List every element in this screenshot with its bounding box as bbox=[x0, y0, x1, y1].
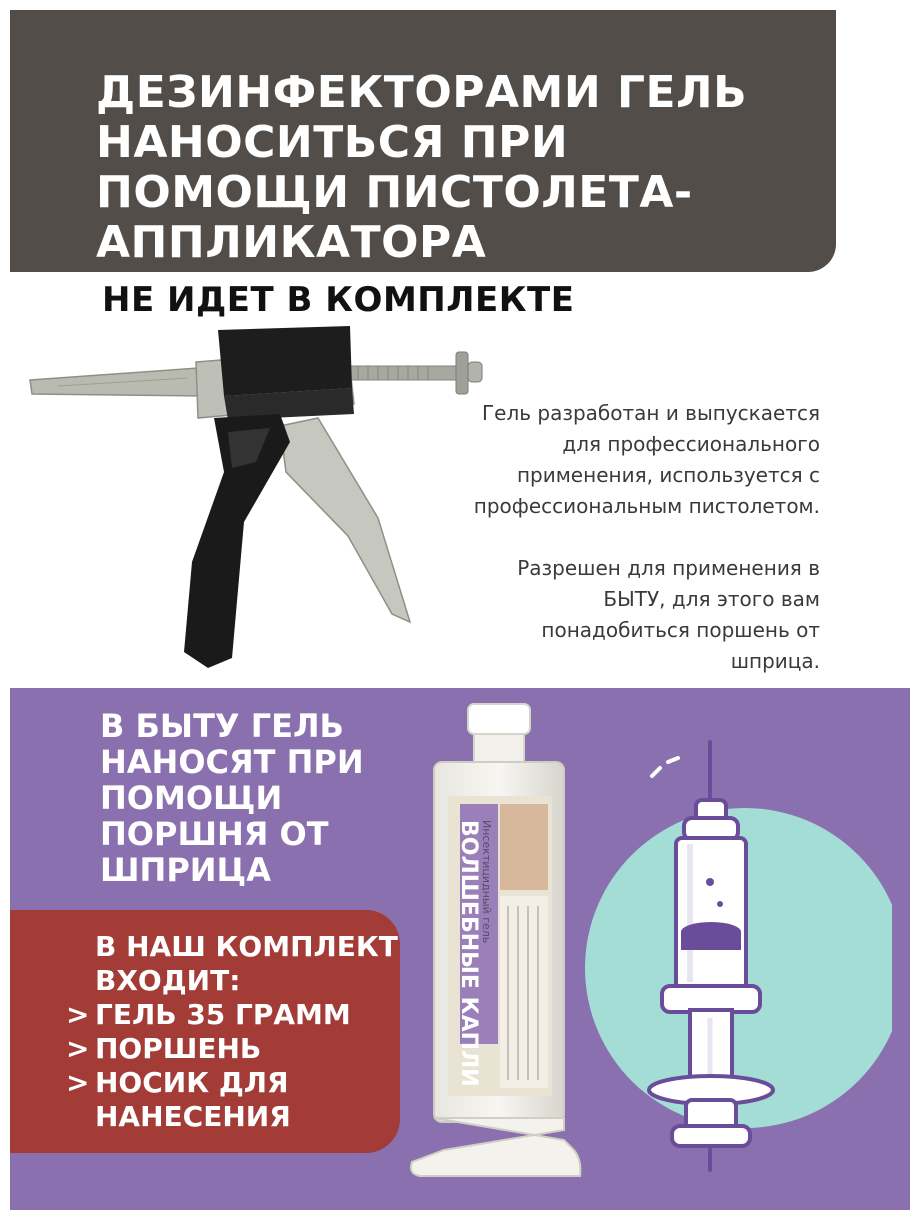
chevron-right-icon: > bbox=[66, 1066, 90, 1099]
banner-title: ДЕЗИНФЕКТОРАМИ ГЕЛЬ НАНОСИТЬСЯ ПРИ ПОМОЩИ ПИСТОЛЕТА- АППЛИКАТОРА bbox=[96, 67, 748, 268]
not-included-heading: НЕ ИДЕТ В КОМПЛЕКТЕ bbox=[102, 280, 575, 320]
kit-item-plunger bbox=[66, 1032, 351, 1066]
kit-item-gel bbox=[66, 998, 351, 1032]
description-professional: Гель разработан и выпускается для профессионального применения, используется с профессиональным пистолетом. bbox=[473, 401, 820, 518]
product-label-brand: ВОЛШЕБНЫЕ КАПЛИ bbox=[456, 820, 481, 1087]
description-household: Разрешен для применения в БЫТУ, для этого вам понадобиться поршень от шприца. bbox=[517, 556, 820, 673]
syringe-illustration-icon bbox=[570, 732, 892, 1180]
kit-list bbox=[66, 998, 351, 1134]
chevron-right-icon: > bbox=[66, 1032, 90, 1065]
household-title: В БЫТУ ГЕЛЬ НАНОСЯТ ПРИ ПОМОЩИ ПОРШНЯ ОТ ШПРИЦА bbox=[100, 707, 364, 889]
chevron-right-icon: > bbox=[66, 998, 90, 1031]
gel-syringe-icon bbox=[404, 700, 584, 1178]
kit-item-label: ПОРШЕНЬ bbox=[95, 1032, 262, 1065]
product-label-type: Инсектицидный гель bbox=[480, 820, 493, 944]
kit-title: В НАШ КОМПЛЕКТ ВХОДИТ: bbox=[95, 930, 398, 997]
product-label bbox=[456, 820, 493, 1140]
kit-item-label: ГЕЛЬ 35 ГРАММ bbox=[95, 998, 351, 1031]
kit-item-nozzle bbox=[66, 1066, 351, 1134]
kit-item-label: НОСИК ДЛЯ НАНЕСЕНИЯ bbox=[95, 1066, 291, 1133]
